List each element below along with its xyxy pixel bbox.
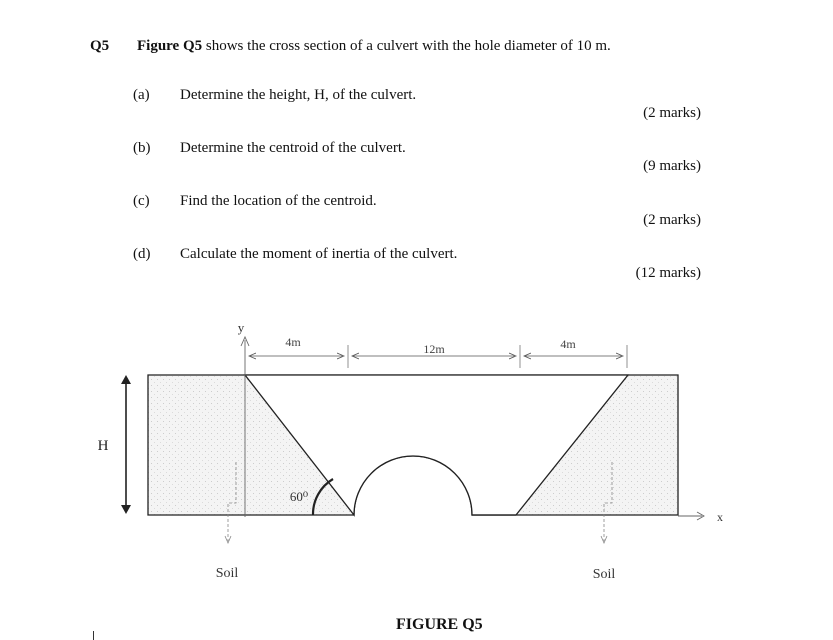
- soil-label-right: Soil: [592, 567, 616, 582]
- part-d-marks: (12 marks): [635, 265, 701, 281]
- soil-label-left: Soil: [215, 566, 239, 581]
- part-c-marks: (2 marks): [643, 212, 701, 228]
- dim-right-label: 4m: [560, 337, 576, 351]
- height-label: H: [97, 438, 109, 454]
- dim-left-label: 4m: [285, 335, 301, 349]
- culvert-figure: [0, 300, 833, 600]
- dim-middle-label: 12m: [423, 342, 445, 356]
- question-text: [137, 38, 611, 55]
- y-axis-label: y: [237, 320, 245, 335]
- figure-caption: FIGURE Q5: [396, 616, 483, 633]
- part-c-text: Find the location of the centroid.: [180, 193, 377, 209]
- question-figure-ref: Figure Q5: [137, 38, 203, 54]
- part-a-marks: (2 marks): [643, 105, 701, 121]
- part-c-label: (c): [133, 193, 150, 209]
- part-b-text: Determine the centroid of the culvert.: [180, 140, 406, 156]
- part-d-text: Calculate the moment of inertia of the culvert.: [180, 246, 458, 262]
- question-text-rest: shows the cross section of a culvert with the hole diameter of 10 m.: [202, 38, 611, 54]
- question-number: Q5: [90, 38, 110, 54]
- x-axis-label: x: [717, 510, 723, 524]
- part-a-label: (a): [133, 87, 150, 103]
- part-b-label: (b): [133, 140, 151, 156]
- part-d-label: (d): [133, 246, 151, 262]
- angle-label: 60⁰: [289, 489, 309, 504]
- part-a-text: Determine the height, H, of the culvert.: [180, 87, 417, 103]
- text-cursor: [93, 631, 94, 640]
- part-b-marks: (9 marks): [643, 158, 701, 174]
